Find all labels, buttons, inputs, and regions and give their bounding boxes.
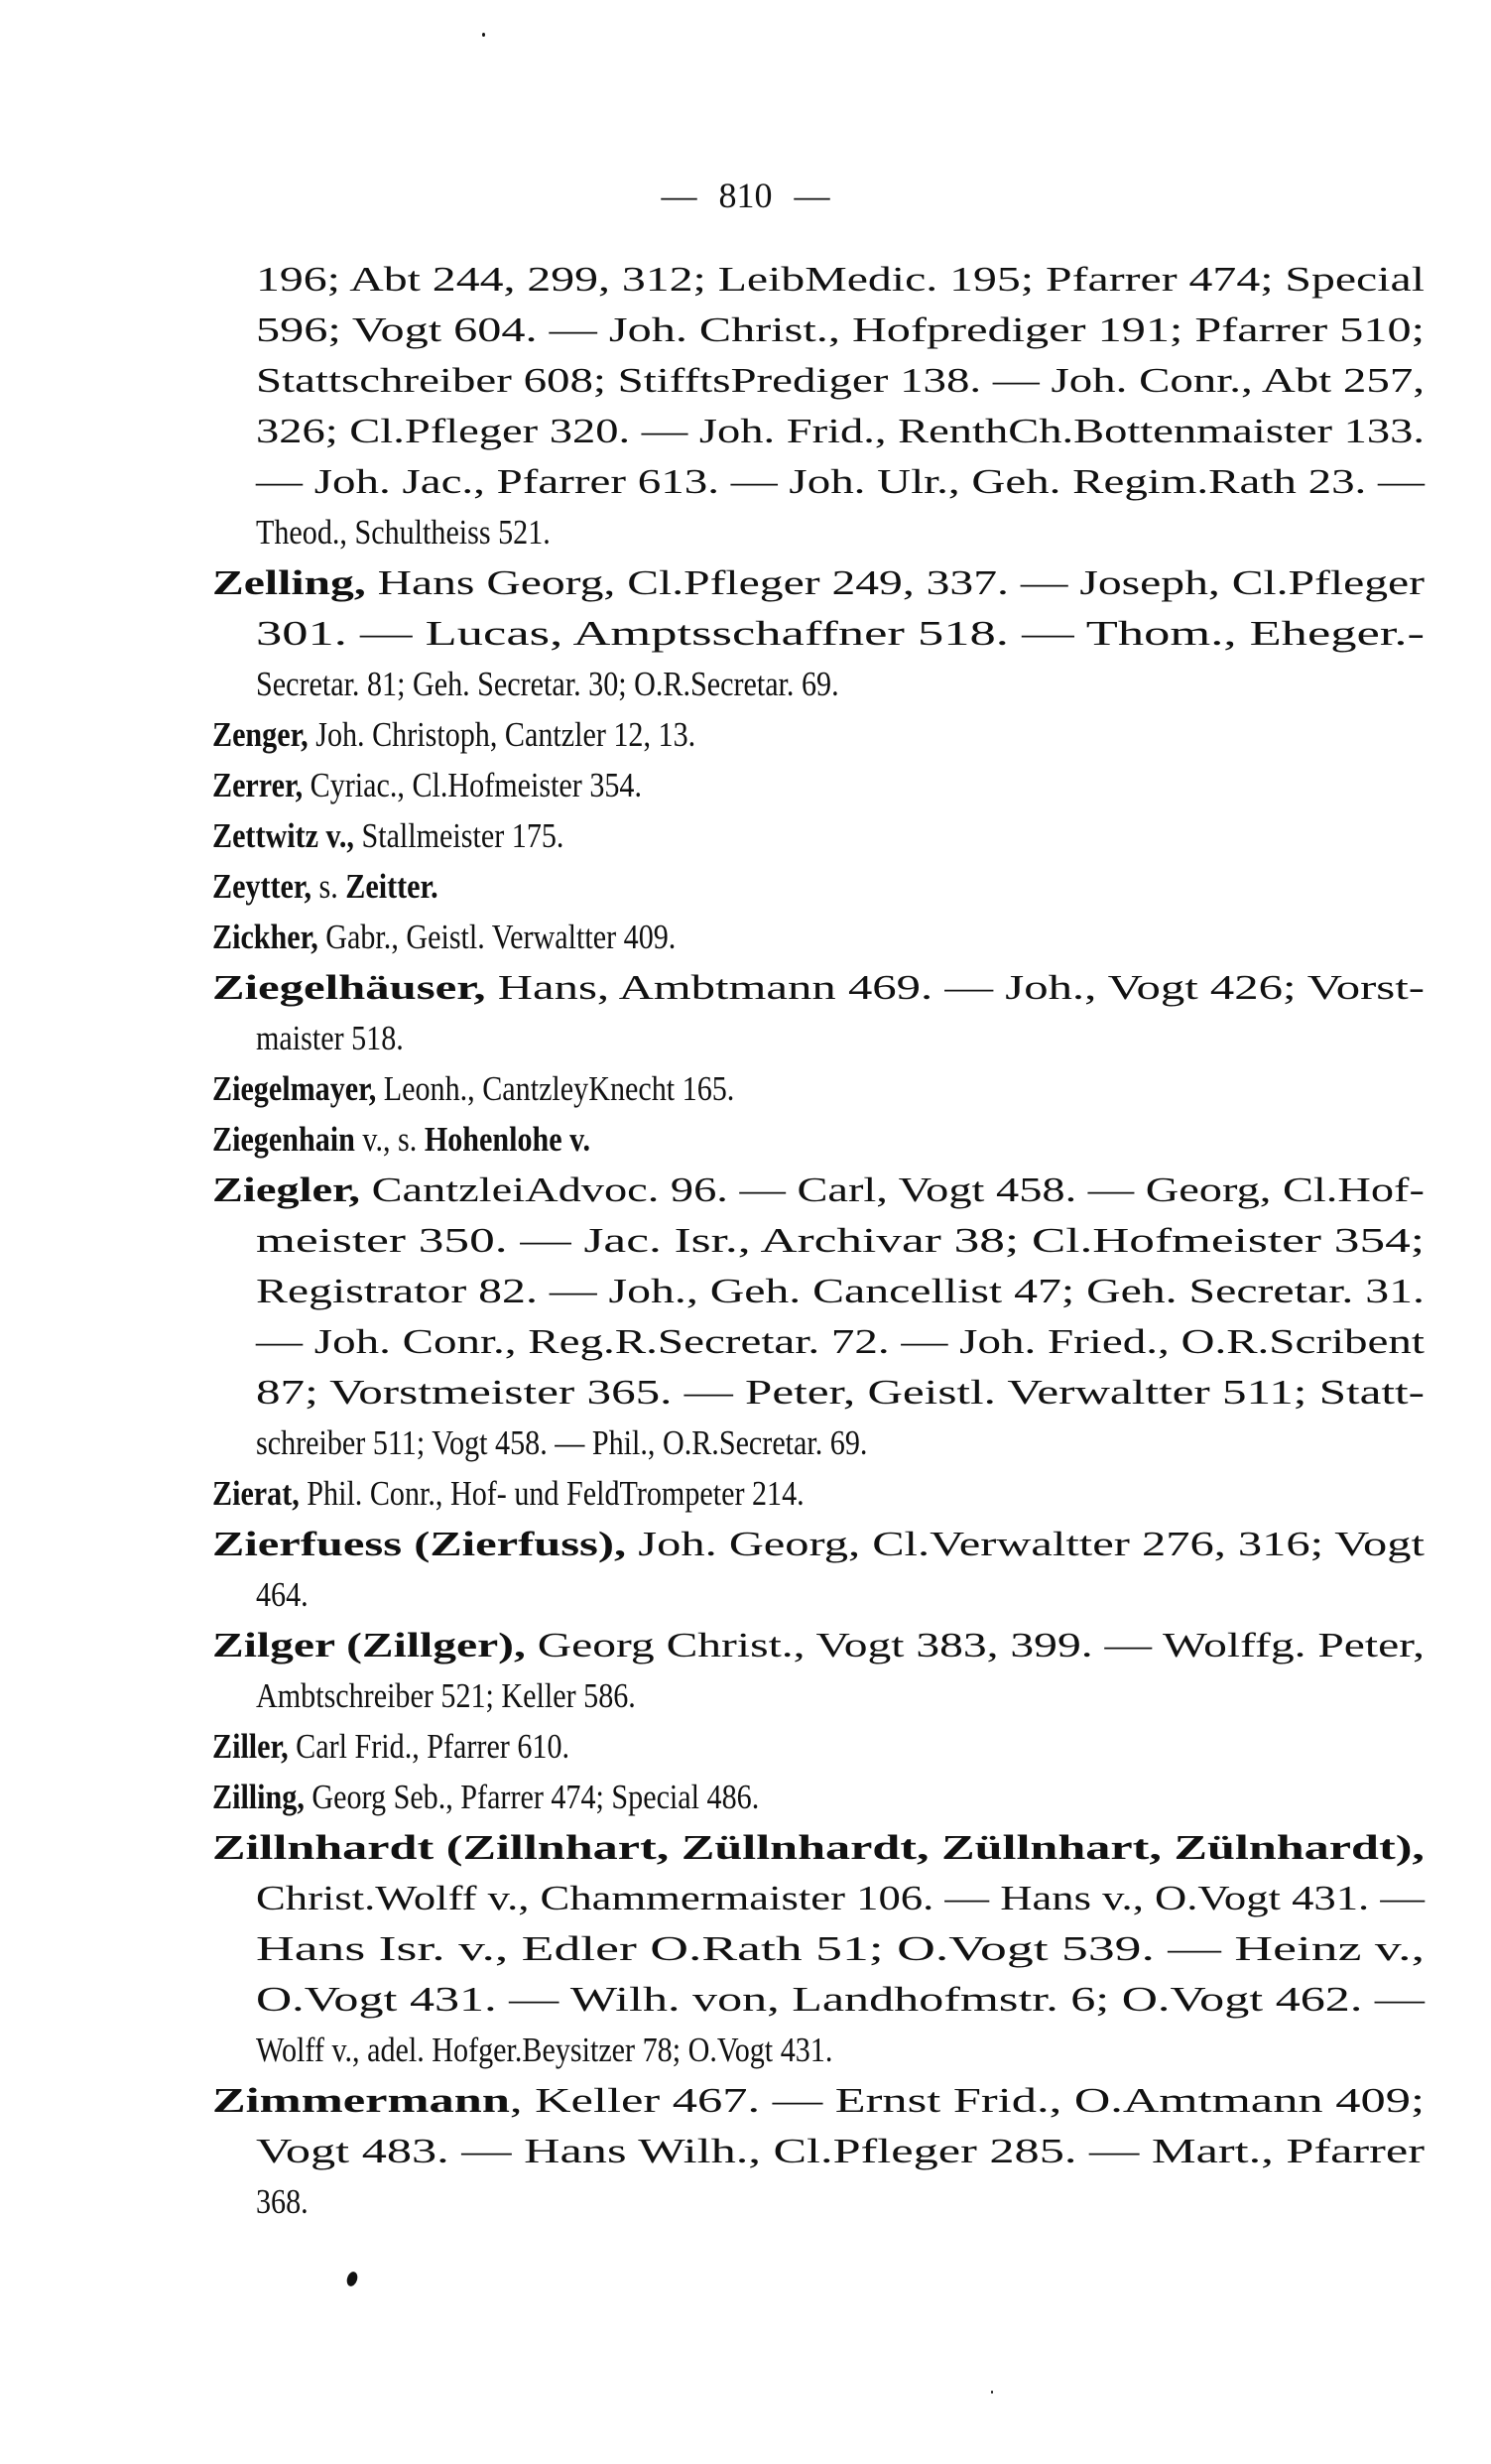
index-continuation-line xyxy=(256,1674,697,1718)
index-continuation-line xyxy=(256,1421,967,1465)
entry-headword: Zettwitz v., xyxy=(212,816,354,855)
index-continuation-line xyxy=(256,359,1426,403)
index-continuation-line xyxy=(256,1320,1426,1364)
entry-text: Carl Frid., Pfarrer 610. xyxy=(288,1727,570,1766)
entry-text: Georg Seb., Pfarrer 474; Special 486. xyxy=(304,1778,760,1816)
entry-headword: Zeitter. xyxy=(345,867,438,906)
entry-headword: Zelling, xyxy=(212,563,366,602)
index-continuation-line xyxy=(256,308,1425,352)
entry-text: 368. xyxy=(256,2182,309,2221)
index-entry-line xyxy=(212,916,751,959)
entry-text: — Joh. Conr., Reg.R.Secretar. 72. — Joh. Fried., O.R.Scribent xyxy=(256,1322,1426,1361)
index-entry-line xyxy=(212,1725,628,1769)
entry-text: maister 518. xyxy=(256,1019,404,1057)
index-continuation-line xyxy=(256,410,1425,453)
entry-text: 464. xyxy=(256,1575,309,1614)
entry-text: Hans Georg, Cl.Pfleger 249, 337. — Joseph, Cl.Pfleger xyxy=(365,563,1426,602)
index-entry-line xyxy=(212,1826,1425,1870)
index-entry-line xyxy=(212,2079,1425,2123)
entry-headword: Ziegler, xyxy=(212,1170,360,1209)
index-entry-line xyxy=(212,1624,1426,1667)
index-continuation-line xyxy=(256,1877,1426,1920)
entry-text: CantzleiAdvoc. 96. — Carl, Vogt 458. — Georg, Cl.Hof- xyxy=(359,1170,1425,1209)
entry-text: Joh. Georg, Cl.Verwaltter 276, 316; Vogt xyxy=(626,1525,1425,1563)
entry-text: Leonh., CantzleyKnecht 165. xyxy=(376,1069,735,1108)
entry-headword: Zeytter, xyxy=(212,867,312,906)
entry-headword: Zerrer, xyxy=(212,766,304,804)
entry-headword: Ziegelhäuser, xyxy=(212,968,486,1007)
index-continuation-line xyxy=(256,1371,1426,1415)
index-entry-line xyxy=(212,814,621,858)
entry-text: meister 350. — Jac. Isr., Archivar 38; Cl.Hofmeister 354; xyxy=(256,1221,1425,1260)
index-entry-line xyxy=(212,1472,901,1516)
entry-headword: Zierat, xyxy=(212,1474,300,1513)
entry-headword: Ziegelmayer, xyxy=(212,1069,377,1108)
entry-text: Stallmeister 175. xyxy=(353,816,564,855)
entry-text: 596; Vogt 604. — Joh. Christ., Hofprediger 191; Pfarrer 510; xyxy=(256,310,1425,349)
entry-headword: Zillnhardt (Zillnhart, Züllnhardt, Züllnhart, Zülnhardt), xyxy=(212,1828,1425,1867)
entry-text: v., s. xyxy=(354,1120,425,1159)
index-continuation-line xyxy=(256,1573,316,1617)
page-number-dash-left: — xyxy=(661,176,697,215)
index-entry-line xyxy=(212,1169,1425,1212)
entry-text: 87; Vorstmeister 365. — Peter, Geistl. Verwaltter 511; Statt- xyxy=(256,1373,1426,1412)
ink-speck-top xyxy=(482,33,485,37)
index-continuation-line xyxy=(256,258,1426,302)
entry-text: Wolff v., adel. Hofger.Beysitzer 78; O.Vogt 431. xyxy=(256,2031,833,2069)
entry-text: Registrator 82. — Joh., Geh. Cancellist 47; Geh. Secretar. 31. xyxy=(256,1272,1425,1310)
entry-text: Gabr., Geistl. Verwaltter 409. xyxy=(317,918,677,956)
index-entry-line xyxy=(212,713,774,757)
entry-headword: Zenger, xyxy=(212,715,309,754)
index-entry-line xyxy=(212,1118,652,1162)
index-entry-line xyxy=(212,1523,1425,1566)
entry-text: Theod., Schultheiss 521. xyxy=(256,513,551,552)
entry-headword: Ziegenhain xyxy=(212,1120,355,1159)
index-continuation-line xyxy=(256,2130,1425,2173)
entry-headword: Zimmermann xyxy=(212,2081,510,2120)
index-continuation-line xyxy=(256,2029,927,2072)
index-entry-line xyxy=(212,966,1426,1010)
page-number-dash-right: — xyxy=(794,176,830,215)
index-entry-line xyxy=(212,865,475,909)
index-continuation-line xyxy=(256,460,1426,504)
entry-headword: Zilling, xyxy=(212,1778,305,1816)
entry-text: 196; Abt 244, 299, 312; LeibMedic. 195; Pfarrer 474; Special xyxy=(256,260,1426,299)
entry-text: Hans, Ambtmann 469. — Joh., Vogt 426; Vorst- xyxy=(485,968,1426,1007)
entry-headword: Zilger (Zillger), xyxy=(212,1626,526,1664)
index-continuation-line xyxy=(256,663,933,706)
index-entry-line xyxy=(212,561,1426,605)
entry-text: Christ.Wolff v., Chammermaister 106. — Hans v., O.Vogt 431. — xyxy=(256,1879,1426,1917)
entry-text: schreiber 511; Vogt 458. — Phil., O.R.Secretar. 69. xyxy=(256,1423,868,1462)
index-entry-line xyxy=(212,764,712,807)
entry-text: Hans Isr. v., Edler O.Rath 51; O.Vogt 539. — Heinz v., xyxy=(256,1929,1425,1968)
index-continuation-line xyxy=(256,1927,1425,1971)
entry-text: , Keller 467. — Ernst Frid., O.Amtmann 409; xyxy=(509,2081,1425,2120)
entry-text: Cyriac., Cl.Hofmeister 354. xyxy=(303,766,643,804)
entry-headword: Zierfuess (Zierfuss), xyxy=(212,1525,627,1563)
entry-text: 301. — Lucas, Amptsschaffner 518. — Thom., Eheger.- xyxy=(256,614,1426,653)
entry-text: Stattschreiber 608; StifftsPrediger 138. — Joh. Conr., Abt 257, xyxy=(256,361,1426,400)
index-continuation-line xyxy=(256,612,1426,656)
index-continuation-line xyxy=(256,1017,428,1060)
index-continuation-line xyxy=(256,511,598,554)
page-number: 810 xyxy=(718,176,773,215)
entry-text: O.Vogt 431. — Wilh. von, Landhofmstr. 6; O.Vogt 462. — xyxy=(256,1980,1425,2019)
index-continuation-line xyxy=(256,1270,1425,1313)
ink-blot-bottom xyxy=(345,2271,359,2287)
index-continuation-line xyxy=(256,2180,316,2224)
entry-text: Secretar. 81; Geh. Secretar. 30; O.R.Secretar. 69. xyxy=(256,665,839,703)
entry-text: s. xyxy=(311,867,346,906)
entry-text: 326; Cl.Pfleger 320. — Joh. Frid., RenthCh.Bottenmaister 133. xyxy=(256,412,1425,450)
entry-text: — Joh. Jac., Pfarrer 613. — Joh. Ulr., Geh. Regim.Rath 23. — xyxy=(256,462,1426,501)
index-continuation-line xyxy=(256,1219,1425,1263)
entry-headword: Zickher, xyxy=(212,918,318,956)
entry-text: Joh. Christoph, Cantzler 12, 13. xyxy=(308,715,696,754)
index-entry-line xyxy=(212,1067,819,1111)
entry-text: Georg Christ., Vogt 383, 399. — Wolffg. Peter, xyxy=(525,1626,1426,1664)
page-number-header xyxy=(0,175,1491,216)
entry-text: Ambtschreiber 521; Keller 586. xyxy=(256,1676,636,1715)
index-continuation-line xyxy=(256,1978,1425,2022)
entry-headword: Hohenlohe v. xyxy=(424,1120,591,1159)
entry-text: Phil. Conr., Hof- und FeldTrompeter 214. xyxy=(299,1474,805,1513)
entry-headword: Ziller, xyxy=(212,1727,289,1766)
index-entry-line xyxy=(212,1776,848,1819)
entry-text: Vogt 483. — Hans Wilh., Cl.Pfleger 285. — Mart., Pfarrer xyxy=(256,2132,1425,2170)
ink-speck-bottom xyxy=(991,2391,993,2394)
